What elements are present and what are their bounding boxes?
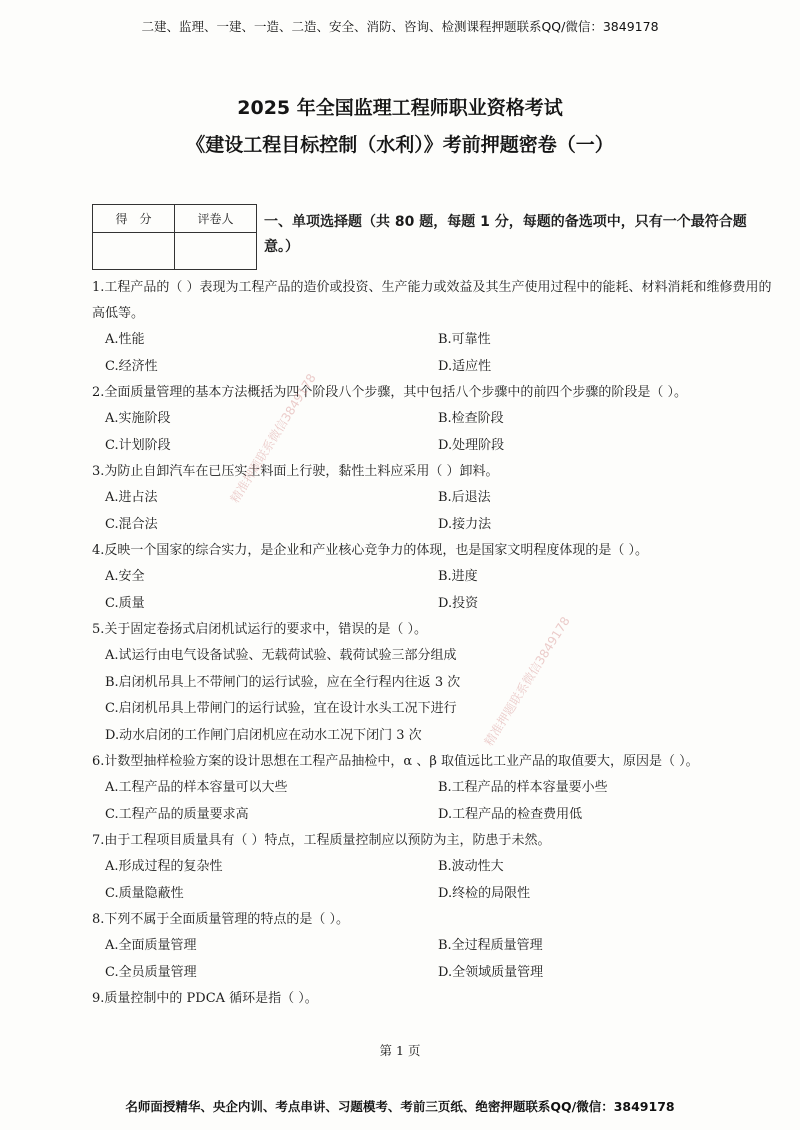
question-stem: 8.下列不属于全面质量管理的特点的是（ ）。 [92, 912, 350, 927]
question-list [92, 275, 772, 1012]
option-c: C.工程产品的质量要求高 [105, 806, 249, 822]
grader-cell [175, 233, 257, 270]
question-8 [92, 907, 772, 986]
option-d: D.终检的局限性 [438, 885, 531, 901]
score-table [92, 204, 257, 270]
watermark: 精准押题联系微信3849178 [481, 614, 573, 749]
option-d: D.处理阶段 [438, 437, 505, 453]
option-a: A.形成过程的复杂性 [105, 859, 223, 874]
bottom-banner: 名师面授精华、央企内训、考点串讲、习题模考、考前三页纸、绝密押题联系QQ/微信：3849178 [125, 1099, 675, 1114]
option-d: D.全领域质量管理 [438, 964, 544, 980]
top-banner: 二建、监理、一建、一造、二造、安全、消防、咨询、检测课程押题联系QQ/微信：3849178 [141, 19, 659, 34]
exam-subtitle: 《建设工程目标控制（水利）》考前押题密卷（一） [186, 134, 614, 156]
option-d: D.适应性 [438, 358, 492, 374]
option-b: B.启闭机吊具上不带闸门的运行试验，应在全行程内往返 3 次 [105, 674, 461, 690]
question-stem: 4.反映一个国家的综合实力，是企业和产业核心竞争力的体现，也是国家文明程度体现的是（ ）。 [92, 543, 649, 558]
score-cell [93, 233, 175, 270]
question-stem: 5.关于固定卷扬式启闭机试运行的要求中，错误的是（ ）。 [92, 622, 428, 637]
option-a: A.实施阶段 [105, 411, 171, 426]
question-stem: 2.全面质量管理的基本方法概括为四个阶段八个步骤，其中包括八个步骤中的前四个步骤的阶段是（ ）。 [92, 385, 688, 400]
grader-header: 评卷人 [175, 205, 257, 233]
option-b: B.全过程质量管理 [438, 938, 543, 953]
exam-title: 2025 年全国监理工程师职业资格考试 [237, 97, 563, 119]
option-b: B.工程产品的样本容量要小些 [438, 780, 608, 795]
option-a: A.安全 [105, 569, 145, 584]
question-2 [92, 380, 772, 459]
option-b: B.可靠性 [438, 332, 491, 347]
option-b: B.进度 [438, 569, 478, 584]
option-a: A.试运行由电气设备试验、无载荷试验、载荷试验三部分组成 [105, 648, 457, 663]
option-b: B.波动性大 [438, 859, 504, 874]
option-c: C.计划阶段 [105, 437, 171, 453]
option-a: A.性能 [105, 332, 145, 347]
option-c: C.经济性 [105, 358, 158, 374]
question-4 [92, 538, 772, 617]
option-d: D.接力法 [438, 516, 492, 532]
option-b: B.检查阶段 [438, 411, 504, 426]
question-stem: 7.由于工程项目质量具有（ ）特点，工程质量控制应以预防为主，防患于未然。 [92, 833, 551, 848]
question-stem: 1.工程产品的（ ）表现为工程产品的造价或投资、生产能力或效益及其生产使用过程中的能耗、材料消耗和维修费用的高低等。 [92, 280, 772, 321]
option-a: A.进占法 [105, 490, 158, 505]
option-c: C.启闭机吊具上带闸门的运行试验，宜在设计水头工况下进行 [105, 701, 457, 716]
option-c: C.质量隐蔽性 [105, 885, 184, 901]
option-c: C.混合法 [105, 516, 158, 532]
option-c: C.质量 [105, 595, 145, 611]
question-5 [92, 617, 772, 749]
option-a: A.全面质量管理 [105, 938, 197, 953]
watermark: 精准押题联系微信3849178 [227, 371, 319, 506]
question-stem: 9.质量控制中的 PDCA 循环是指（ ）。 [92, 991, 318, 1006]
page-number: 第 1 页 [379, 1043, 421, 1058]
question-7 [92, 828, 772, 907]
question-6 [92, 749, 772, 828]
question-3 [92, 459, 772, 538]
question-1 [92, 275, 772, 380]
option-a: A.工程产品的样本容量可以大些 [105, 780, 288, 795]
question-stem: 3.为防止自卸汽车在已压实土料面上行驶，黏性土料应采用（ ）卸料。 [92, 464, 499, 479]
option-d: D.投资 [438, 595, 479, 611]
section-heading: 一、单项选择题（共 80 题，每题 1 分，每题的备选项中，只有一个最符合题意。） [264, 214, 747, 255]
option-d: D.动水启闭的工作闸门启闭机应在动水工况下闭门 3 次 [105, 727, 422, 743]
question-9 [92, 986, 772, 1012]
question-stem: 6.计数型抽样检验方案的设计思想在工程产品抽检中，α 、β 取值远比工业产品的取值要大，原因是（ ）。 [92, 754, 699, 769]
option-b: B.后退法 [438, 490, 491, 505]
option-d: D.工程产品的检查费用低 [438, 806, 583, 822]
score-header: 得 分 [93, 205, 175, 233]
option-c: C.全员质量管理 [105, 964, 197, 980]
